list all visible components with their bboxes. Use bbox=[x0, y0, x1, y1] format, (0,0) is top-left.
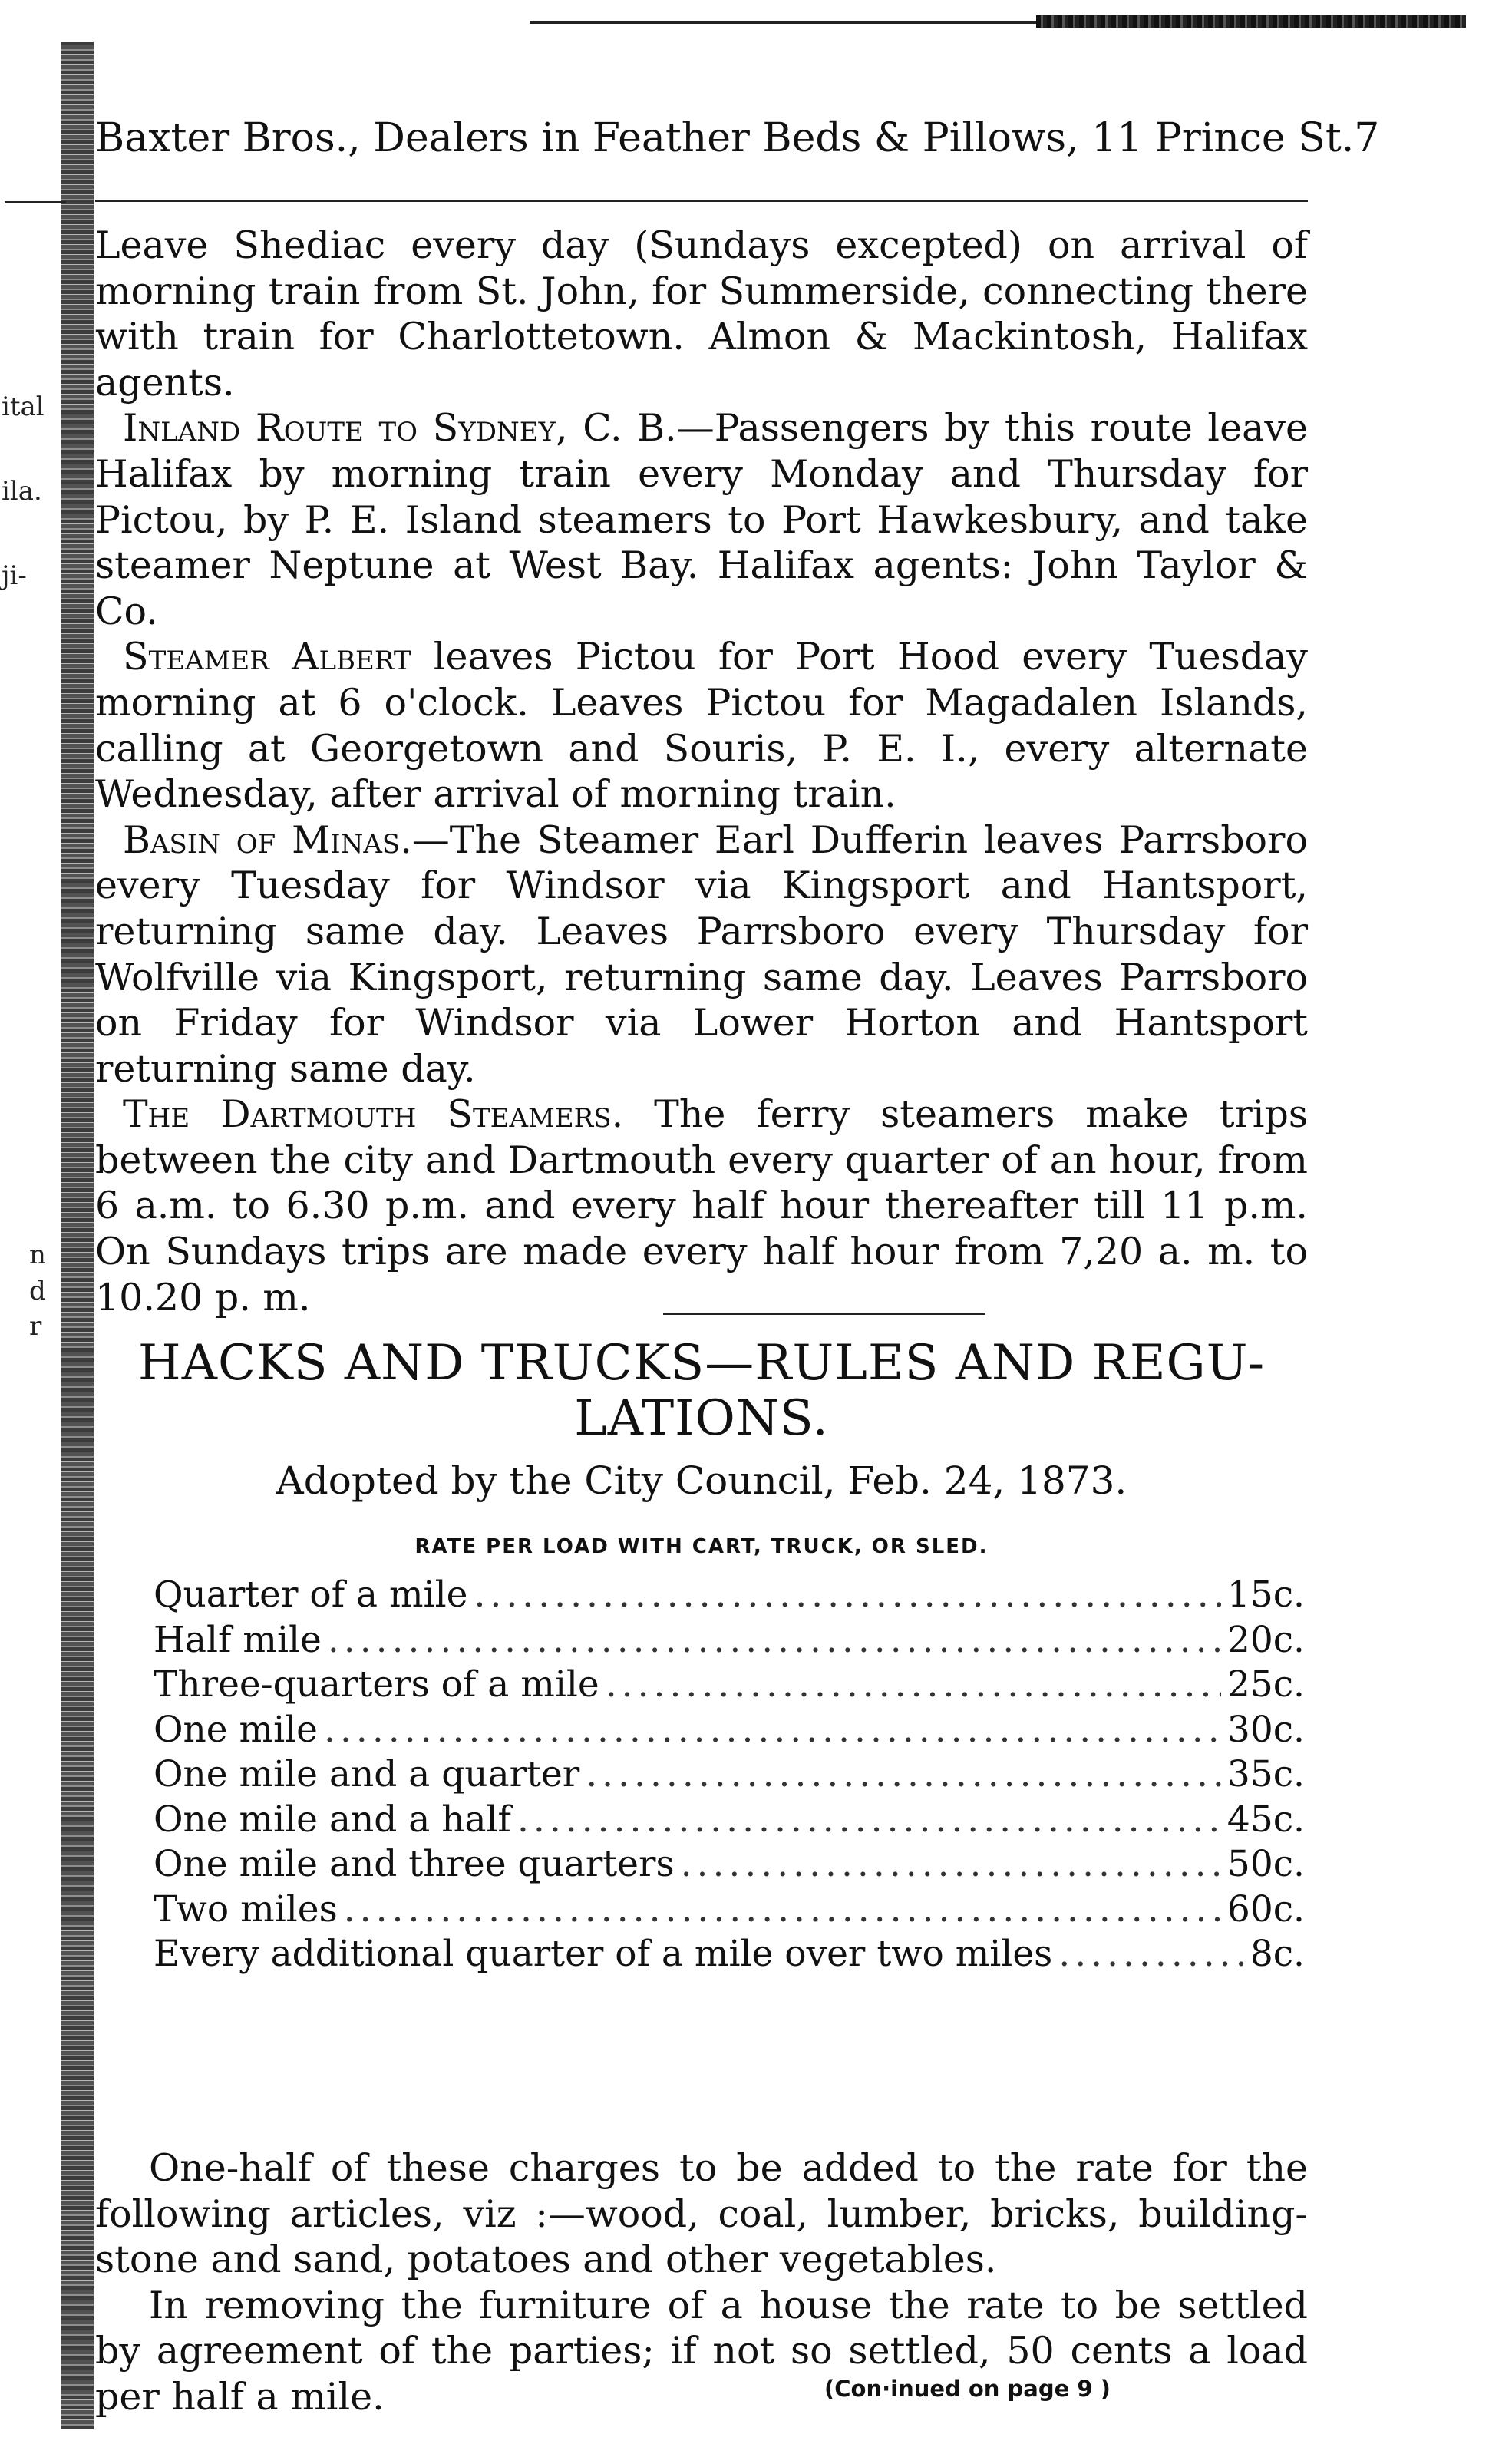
margin-note: d bbox=[29, 1276, 46, 1306]
rate-distance: Three-quarters of a mile bbox=[154, 1663, 599, 1706]
margin-note: ji- bbox=[2, 560, 27, 591]
albert-text: leaves Pictou for Port Hood every Tuesday morning at 6 o'clock. Leaves Pictou for Magadalen Islands, calling at Georgetown and Souris, P. E. I., every alternate Wednesday, after arrival of morning train. bbox=[95, 635, 1308, 817]
rate-price: 30c. bbox=[1226, 1708, 1305, 1751]
sydney-text: —Passengers by this route leave Halifax by morning train every Monday and Thursday for Pictou, by P. E. Island steamers to Port Hawkesbury, and take steamer Neptune at West Bay. Halifax agents: John Taylor & Co. bbox=[95, 406, 1308, 633]
margin-note: n bbox=[29, 1240, 46, 1270]
rate-distance: One mile and a half bbox=[154, 1798, 511, 1841]
margin-note: ital bbox=[2, 391, 45, 422]
rate-row bbox=[154, 1663, 1305, 1709]
rate-distance: Every additional quarter of a mile over two miles bbox=[154, 1933, 1053, 1975]
left-margin-fragments bbox=[0, 0, 61, 2444]
rate-row bbox=[154, 1709, 1305, 1754]
rate-row bbox=[154, 1888, 1305, 1934]
running-header bbox=[95, 115, 1380, 161]
leader-dots bbox=[344, 1888, 1221, 1930]
rate-price: 60c. bbox=[1226, 1887, 1305, 1930]
leader-dots bbox=[1058, 1933, 1244, 1975]
page-number: 7 bbox=[1354, 115, 1380, 161]
rate-price: 20c. bbox=[1226, 1618, 1305, 1661]
leader-dots bbox=[681, 1843, 1221, 1885]
rate-row bbox=[154, 1843, 1305, 1888]
header-rule bbox=[95, 200, 1308, 202]
dartmouth-text: The ferry steamers make trips between the city and Dartmouth every quarter of an hour, from 6 a.m. to 6.30 p.m. and every half hour thereafter till 11 p.m. On Sundays trips are made every half hour from 7,20 a. m. to 10.20 p. m. bbox=[95, 1092, 1308, 1319]
rate-notes bbox=[95, 2145, 1308, 2419]
header-advertisement: Baxter Bros., Dealers in Feather Beds & Pillows, 11 Prince St. bbox=[95, 115, 1355, 161]
rate-table bbox=[154, 1574, 1305, 1978]
leader-dots bbox=[328, 1619, 1221, 1661]
section-title bbox=[95, 1336, 1308, 1446]
section-rule bbox=[663, 1313, 985, 1315]
leader-dots bbox=[517, 1798, 1221, 1841]
leader-dots bbox=[324, 1709, 1221, 1751]
binding-shadow bbox=[61, 42, 94, 2429]
paragraph-shediac: Leave Shediac every day (Sundays excepted) on arrival of morning train from St. John, for Summerside, connecting there with train for Charlottetown. Almon & Mackintosh, Halifax agents. bbox=[95, 223, 1308, 405]
section-title-line: HACKS AND TRUCKS—RULES AND REGU- bbox=[137, 1335, 1266, 1392]
rate-price: 25c. bbox=[1226, 1663, 1305, 1706]
paragraph-minas bbox=[95, 817, 1308, 1092]
rate-row bbox=[154, 1619, 1305, 1664]
rate-row bbox=[154, 1574, 1305, 1619]
rate-price: 50c. bbox=[1226, 1843, 1305, 1885]
rate-row bbox=[154, 1798, 1305, 1844]
dartmouth-lead: The Dartmouth Steamers. bbox=[123, 1092, 624, 1137]
rate-price: 15c. bbox=[1226, 1574, 1305, 1616]
adopted-note: Adopted by the City Council, Feb. 24, 1873. bbox=[276, 1458, 1127, 1503]
leader-dots bbox=[474, 1574, 1220, 1616]
leader-dots bbox=[586, 1753, 1221, 1795]
paragraph-furniture: In removing the furniture of a house the rate to be settled by agreement of the parties; if not so settled, 50 cents a load per half a mile. bbox=[95, 2283, 1308, 2419]
rate-row bbox=[154, 1933, 1305, 1978]
minas-lead: Basin of Minas. bbox=[123, 817, 412, 862]
albert-lead: Steamer Albert bbox=[123, 635, 411, 679]
header-rule-stub bbox=[5, 201, 66, 203]
paragraph-one-half: One-half of these charges to be added to the rate for the following articles, viz :—wood, coal, lumber, bricks, building-stone and sand, potatoes and other vegetables. bbox=[95, 2146, 1308, 2281]
rate-distance: One mile bbox=[154, 1708, 319, 1751]
rate-distance: One mile and three quarters bbox=[154, 1843, 675, 1885]
margin-note: ila. bbox=[2, 476, 42, 507]
continued-note: (Con·inued on page 9 ) bbox=[824, 2376, 1111, 2402]
page-content bbox=[95, 115, 1380, 2419]
rate-distance: Two miles bbox=[154, 1887, 338, 1930]
margin-note: r bbox=[29, 1311, 42, 1342]
rate-distance: Half mile bbox=[154, 1618, 322, 1661]
section-title-line: LATIONS. bbox=[574, 1390, 829, 1447]
rate-price: 45c. bbox=[1226, 1798, 1305, 1841]
sydney-lead: Inland Route to Sydney, C. B. bbox=[123, 406, 677, 451]
paragraph-dartmouth bbox=[95, 1092, 1308, 1320]
top-ornament-rule bbox=[1036, 15, 1466, 28]
rate-table-heading: RATE PER LOAD WITH CART, TRUCK, OR SLED. bbox=[414, 1535, 989, 1558]
paragraph-albert bbox=[95, 634, 1308, 817]
minas-text: —The Steamer Earl Dufferin leaves Parrsboro every Tuesday for Windsor via Kingsport and Hantsport, returning same day. Leaves Parrsboro every Thursday for Wolfville via Kingsport, returning same day. Leaves Parrsboro on Friday for Windsor via Lower Horton and Hantsport returning same day. bbox=[95, 817, 1308, 1091]
rate-row bbox=[154, 1753, 1305, 1798]
paragraph-sydney bbox=[95, 405, 1308, 634]
rate-distance: Quarter of a mile bbox=[154, 1574, 468, 1616]
rate-distance: One mile and a quarter bbox=[154, 1753, 580, 1795]
steamer-schedules bbox=[95, 223, 1308, 1320]
rate-price: 8c. bbox=[1250, 1933, 1305, 1975]
leader-dots bbox=[606, 1663, 1221, 1706]
rate-price: 35c. bbox=[1226, 1753, 1305, 1795]
